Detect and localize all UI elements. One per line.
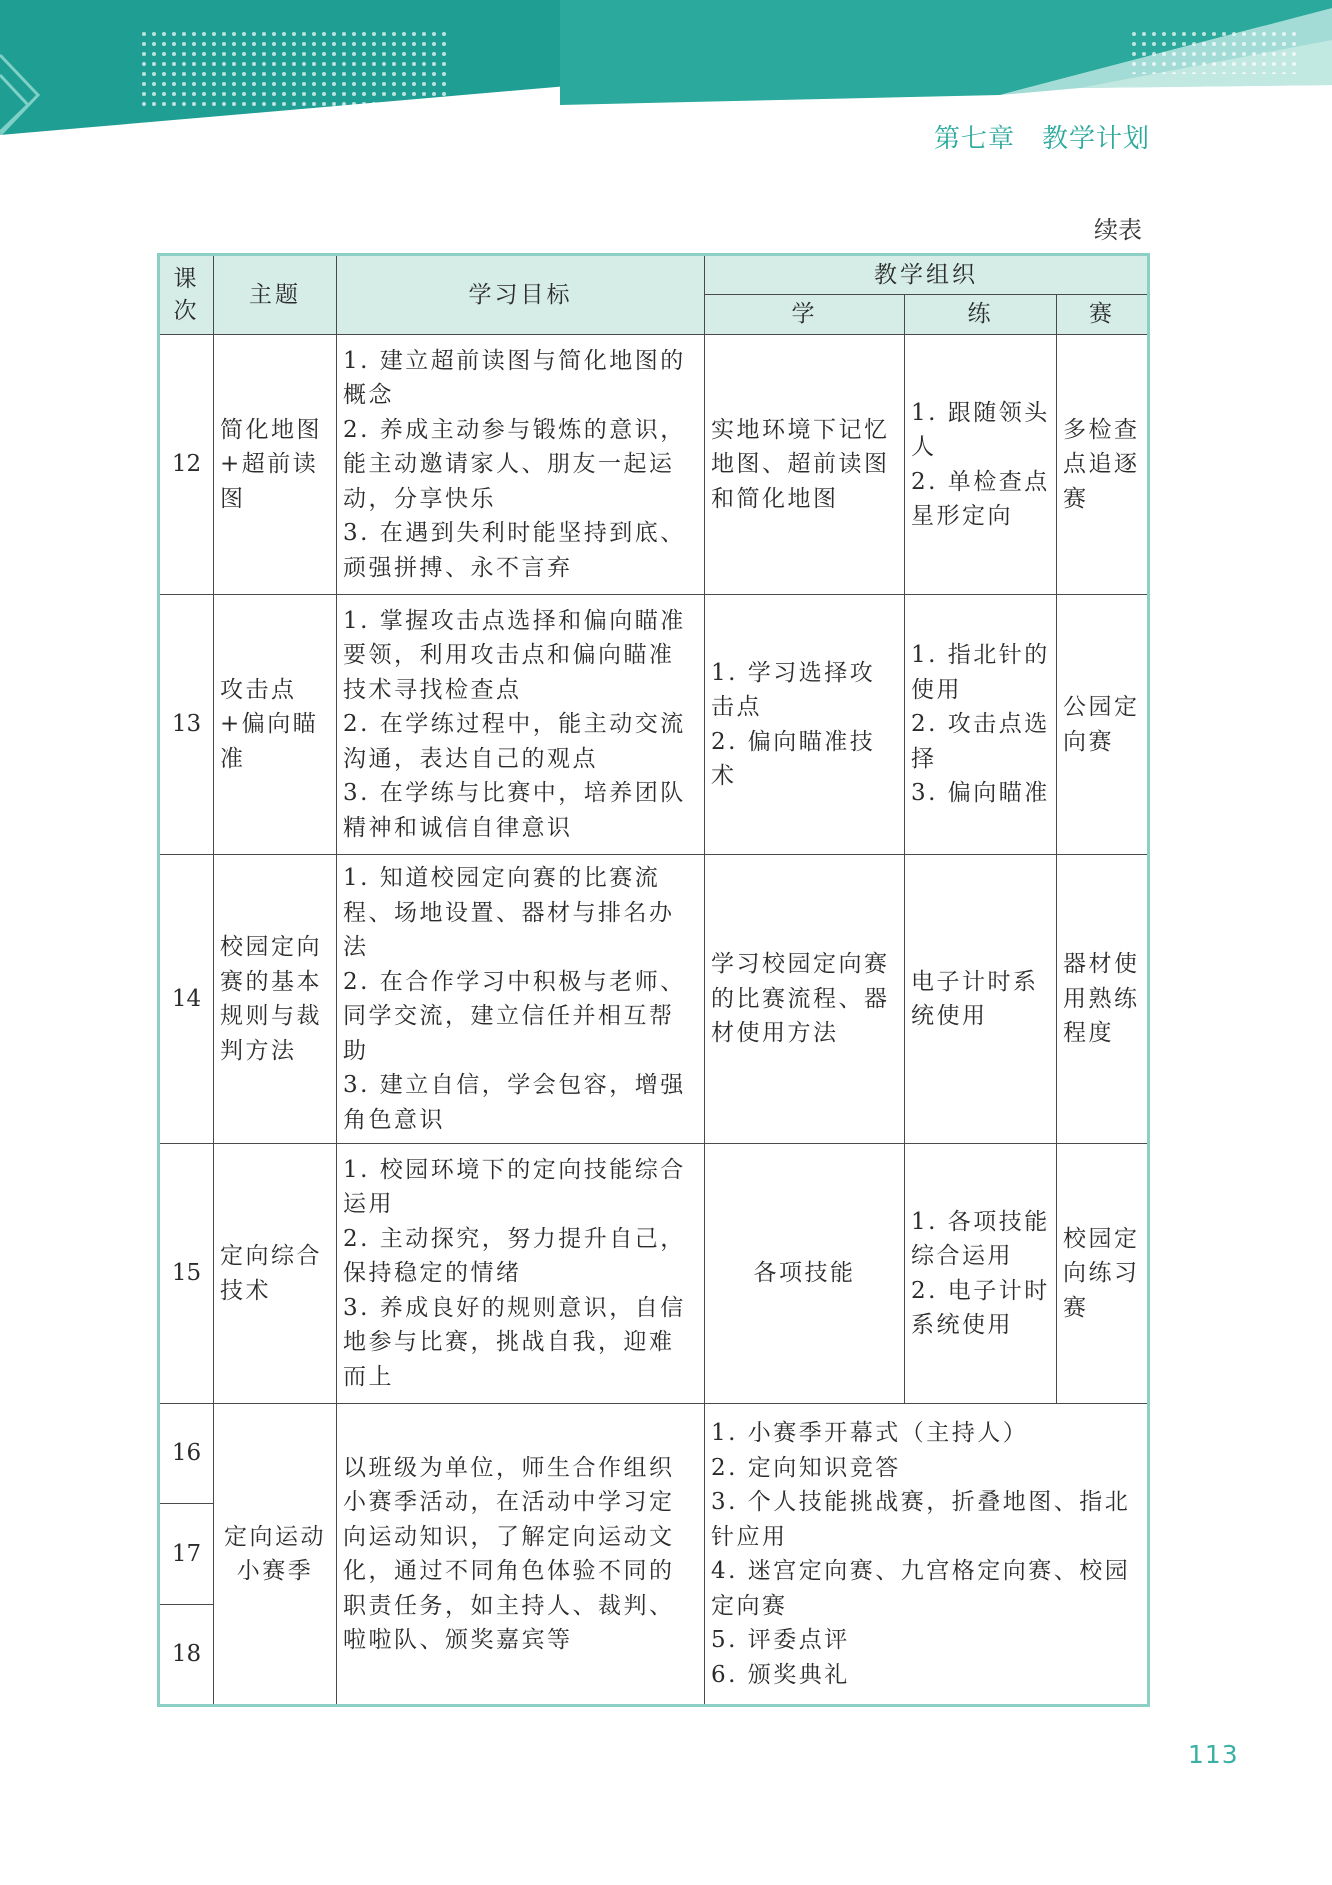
goal-item: 3. 建立自信，学会包容，增强角色意识: [343, 1072, 686, 1133]
lesson-plan-table: [157, 253, 1150, 1707]
practice-item: 2. 电子计时系统使用: [911, 1277, 1050, 1338]
practice-cell: [905, 1144, 1057, 1404]
learn-item: 2. 偏向瞄准技术: [711, 728, 876, 789]
goal-item: 3. 养成良好的规则意识，自信地参与比赛，挑战自我，迎难而上: [343, 1294, 686, 1390]
practice-header: 练: [905, 295, 1057, 335]
table-row: [159, 855, 1149, 1144]
learn-item: 学习校园定向赛的比赛流程、器材使用方法: [711, 951, 890, 1047]
learn-header: 学: [705, 295, 905, 335]
practice-cell: [905, 335, 1057, 595]
lesson-number: 16: [159, 1404, 214, 1504]
practice-item: 1. 各项技能综合运用: [911, 1208, 1050, 1269]
lesson-number: 17: [159, 1504, 214, 1605]
lesson-number: 13: [159, 595, 214, 855]
learning-goals: [337, 335, 705, 595]
practice-item: 2. 单检查点星形定向: [911, 468, 1050, 529]
compete-cell: 多检查点追逐赛: [1057, 335, 1149, 595]
learn-item: 1. 学习选择攻击点: [711, 659, 876, 720]
compete-cell: 校园定向练习赛: [1057, 1144, 1149, 1404]
practice-item: 2. 攻击点选择: [911, 711, 1050, 772]
practice-item: 1. 跟随领头人: [911, 399, 1050, 460]
table-row: [159, 1404, 1149, 1504]
goal-item: 2. 在学练过程中，能主动交流沟通，表达自己的观点: [343, 711, 686, 772]
table-row: [159, 335, 1149, 595]
learning-goals: 以班级为单位，师生合作组织小赛季活动，在活动中学习定向运动知识，了解定向运动文化，通过不同角色体验不同的职责任务，如主持人、裁判、啦啦队、颁奖嘉宾等: [337, 1404, 705, 1706]
practice-item: 1. 指北针的使用: [911, 642, 1050, 703]
goal-item: 2. 主动探究，努力提升自己，保持稳定的情绪: [343, 1225, 686, 1287]
org-item: 4. 迷宫定向赛、九宫格定向赛、校园定向赛: [711, 1558, 1131, 1619]
org-item: 1. 小赛季开幕式（主持人）: [711, 1420, 1029, 1446]
learn-cell: [705, 855, 905, 1144]
table-row: [159, 1144, 1149, 1404]
learning-goals: [337, 1144, 705, 1404]
goal-item: 1. 掌握攻击点选择和偏向瞄准要领，利用攻击点和偏向瞄准技术寻找检查点: [343, 607, 686, 703]
chapter-title: 第七章 教学计划: [933, 124, 1150, 154]
page-number: 113: [1188, 1740, 1239, 1769]
goal-item: 1. 校园环境下的定向技能综合运用: [343, 1156, 686, 1218]
goal-item: 2. 在合作学习中积极与老师、同学交流，建立信任并相互帮助: [343, 968, 686, 1064]
goal-header: 学习目标: [337, 255, 705, 335]
practice-item: 3. 偏向瞄准: [911, 780, 1050, 807]
goal-item: 2. 养成主动参与锻炼的意识，能主动邀请家人、朋友一起运动，分享快乐: [343, 416, 686, 512]
lesson-header: 课次: [159, 255, 214, 335]
practice-item: 电子计时系统使用: [911, 968, 1039, 1029]
lesson-number: 15: [159, 1144, 214, 1404]
compete-cell: 器材使用熟练程度: [1057, 855, 1149, 1144]
learn-item: 实地环境下记忆地图、超前读图和简化地图: [711, 416, 890, 512]
learn-cell: [705, 1144, 905, 1404]
org-item: 5. 评委点评: [711, 1627, 850, 1653]
header-banner: [0, 0, 1332, 135]
goal-item: 1. 建立超前读图与简化地图的概念: [343, 347, 686, 409]
goal-item: 1. 知道校园定向赛的比赛流程、场地设置、器材与排名办法: [343, 865, 675, 960]
theme-header: 主题: [214, 255, 337, 335]
lesson-number: 14: [159, 855, 214, 1144]
org-item: 2. 定向知识竞答: [711, 1454, 901, 1481]
lesson-theme: 定向运动小赛季: [214, 1404, 337, 1706]
compete-header: 赛: [1057, 295, 1149, 335]
season-organization: [705, 1404, 1149, 1706]
practice-cell: [905, 595, 1057, 855]
learn-item: 各项技能: [753, 1260, 856, 1287]
learning-goals: [337, 595, 705, 855]
continued-label: 续表: [1094, 216, 1142, 244]
org-item: 6. 颁奖典礼: [711, 1661, 850, 1688]
goal-item: 3. 在遇到失利时能坚持到底、顽强拼搏、永不言弃: [343, 520, 686, 581]
org-item: 3. 个人技能挑战赛，折叠地图、指北针应用: [711, 1489, 1131, 1550]
lesson-theme: 校园定向赛的基本规则与裁判方法: [214, 855, 337, 1144]
learning-goals: [337, 855, 705, 1144]
lesson-theme: 攻击点+偏向瞄准: [214, 595, 337, 855]
lesson-number: 12: [159, 335, 214, 595]
compete-cell: 公园定向赛: [1057, 595, 1149, 855]
table-row: [159, 595, 1149, 855]
lesson-number: 18: [159, 1605, 214, 1706]
goal-item: 3. 在学练与比赛中，培养团队精神和诚信自律意识: [343, 780, 686, 841]
lesson-theme: 定向综合技术: [214, 1144, 337, 1404]
lesson-theme: 简化地图+超前读图: [214, 335, 337, 595]
learn-cell: [705, 595, 905, 855]
learn-cell: [705, 335, 905, 595]
teaching-org-header: 教学组织: [705, 255, 1149, 295]
practice-cell: [905, 855, 1057, 1144]
